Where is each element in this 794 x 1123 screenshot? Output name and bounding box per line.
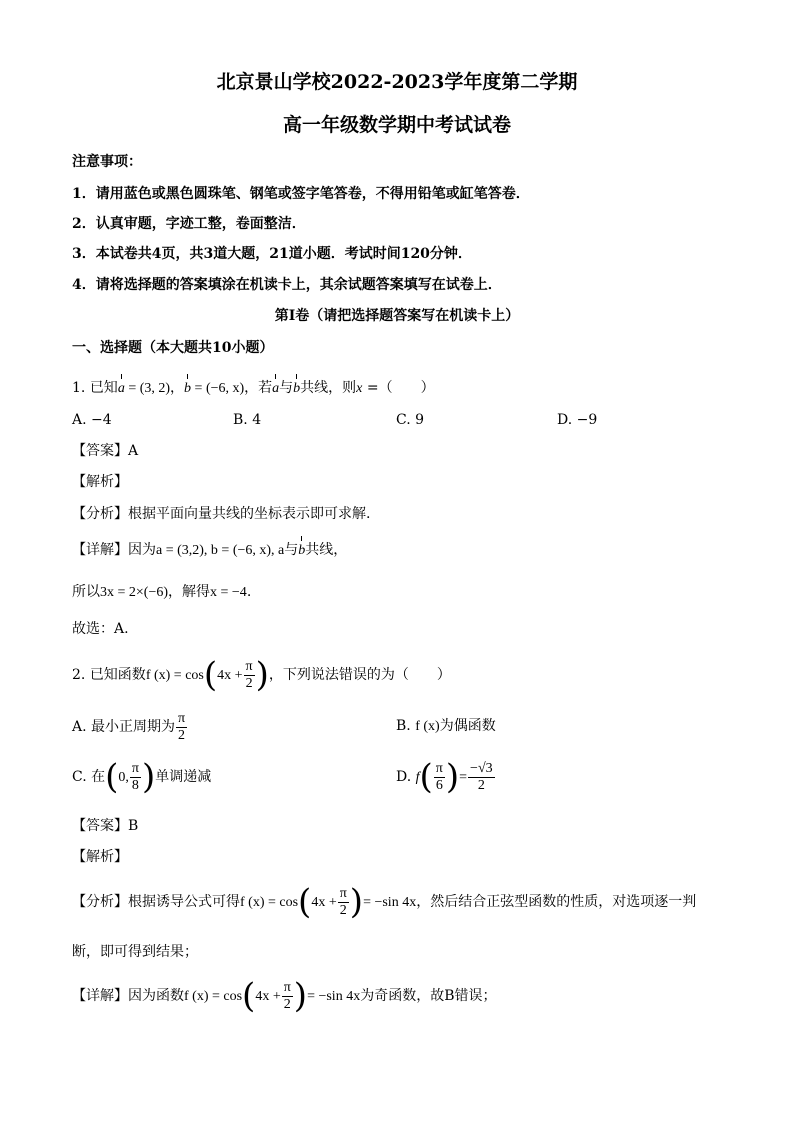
option-math: f (x) (415, 719, 440, 734)
question-number: 2. (72, 667, 86, 683)
vector-a: a (272, 379, 279, 399)
denominator: 2 (283, 996, 291, 1012)
question-text: 与 (279, 380, 294, 396)
notice-item-1: 1．请用蓝色或黑色圆珠笔、钢笔或签字笔答卷，不得用铅笔或缸笔答卷． (72, 186, 530, 202)
q1-answer: 【答案】A (72, 443, 139, 459)
right-paren: ) (141, 757, 156, 797)
function-def: f (x) = cos (145, 668, 204, 683)
fenxi-text: ，然后结合正弦型函数的性质，对选项逐一判 (416, 894, 697, 910)
q2-option-d (396, 757, 496, 797)
left-paren: ( (105, 757, 119, 797)
function-inner: 4x + (217, 668, 243, 683)
notice-item-4: 4．请将选择题的答案填涂在机读卡上，其余试题答案填写在试卷上． (72, 277, 502, 293)
equals-sign: = (459, 770, 468, 785)
q2-option-c (72, 757, 212, 797)
option-text: 为偶函数 (439, 718, 496, 734)
question-2-stem (72, 655, 451, 695)
xiangjie-tag: 【详解】因为 (72, 542, 156, 558)
q1-option-a: A. −4 (72, 412, 112, 428)
numerator: π (245, 658, 253, 674)
right-paren: ) (445, 757, 460, 797)
function-rhs: = −sin 4x (307, 989, 361, 1004)
part-heading: 第I卷（请把选择题答案写在机读卡上） (274, 308, 520, 324)
exam-title-line1: 北京景山学校2022-2023学年度第二学期 (216, 71, 578, 93)
question-text: =（ ） (362, 380, 435, 396)
q1-fenxi: 【分析】根据平面向量共线的坐标表示即可求解. (72, 506, 371, 522)
fraction-pi-over-2 (338, 886, 349, 919)
option-text: A. 最小正周期为 (72, 719, 176, 735)
q1-analysis-tag: 【解析】 (72, 474, 128, 490)
solution-text: ，解得 (168, 584, 211, 600)
denominator: 2 (178, 727, 186, 743)
q2-option-b (396, 716, 496, 737)
left-paren: ( (242, 976, 256, 1016)
fraction-neg-sqrt3-over-2 (468, 761, 495, 794)
section-heading: 一、选择题（本大题共10小题） (72, 340, 274, 356)
xiangjie-text: 共线， (305, 542, 348, 558)
question-text: ，若 (244, 380, 273, 396)
question-text: 已知函数 (89, 667, 146, 683)
fraction-pi-over-2 (282, 980, 293, 1013)
solution-result: x = −4 (210, 585, 247, 600)
q1-conclusion: 故选：A. (72, 621, 129, 637)
numerator: π (283, 979, 291, 995)
q2-analysis-tag: 【解析】 (72, 849, 128, 865)
q2-fenxi (72, 882, 697, 922)
q2-fenxi-cont: 断，即可得到结果； (72, 944, 198, 960)
fraction-pi-over-8 (130, 761, 141, 794)
vector-b: b (298, 541, 305, 561)
denominator: 8 (131, 777, 139, 793)
numerator: π (178, 710, 186, 726)
q1-option-b: B. 4 (233, 412, 262, 428)
fraction-pi-over-2 (244, 659, 255, 692)
solution-equation: 3x = 2×(−6) (100, 585, 169, 600)
q1-option-c: C. 9 (396, 412, 425, 428)
question-text: 共线，则 (300, 380, 357, 396)
q1-option-d: D. −9 (557, 412, 598, 428)
q2-answer: 【答案】B (72, 818, 139, 834)
separator: ， (170, 380, 185, 396)
q1-xiangjie (72, 540, 347, 561)
numerator: π (435, 760, 443, 776)
solution-text: 所以 (72, 584, 100, 600)
left-paren: ( (203, 655, 218, 695)
numerator: π (339, 885, 347, 901)
function-def: f (x) = cos (240, 895, 299, 910)
vector-b-value: = (−6, x) (191, 381, 245, 396)
function-def: f (x) = cos (184, 989, 243, 1004)
function-rhs: = −sin 4x (363, 895, 417, 910)
question-1-stem (72, 378, 435, 399)
right-paren: ) (293, 976, 308, 1016)
right-paren: ) (255, 655, 269, 695)
function-f: f (415, 770, 420, 785)
q2-xiangjie (72, 976, 497, 1016)
fraction-pi-over-6 (434, 761, 445, 794)
xiangjie-text: 为奇函数，故B错误； (360, 988, 497, 1004)
function-inner: 4x + (311, 895, 337, 910)
numerator: −√3 (470, 760, 493, 776)
notice-item-2: 2．认真审题，字迹工整，卷面整洁． (72, 216, 306, 232)
exam-title-line2: 高一年级数学期中考试试卷 (282, 114, 511, 136)
numerator: π (131, 760, 139, 776)
question-text: ，下列说法错误的为（ ） (268, 667, 451, 683)
left-paren: ( (298, 882, 312, 922)
q2-option-a (72, 710, 188, 744)
denominator: 2 (339, 902, 347, 918)
interval-start: 0, (118, 770, 129, 785)
denominator: 2 (245, 675, 253, 691)
vector-a: a (118, 379, 125, 399)
vector-a-value: = (3, 2) (124, 381, 171, 396)
variable-x: x (356, 381, 363, 396)
notice-heading: 注意事项： (72, 154, 142, 170)
fraction-pi-over-2 (176, 711, 187, 744)
question-number: 1. (72, 380, 86, 396)
left-paren: ( (419, 757, 433, 797)
vector-b: b (184, 379, 191, 399)
xiangjie-text: 与 (284, 542, 299, 558)
option-text: 单调递减 (155, 769, 212, 785)
option-label: B. (396, 718, 411, 734)
xiangjie-text: 【详解】因为函数 (72, 988, 184, 1004)
option-text: C. 在 (72, 769, 106, 785)
denominator: 2 (477, 777, 485, 793)
notice-item-3: 3．本试卷共4页，共3道大题，21道小题．考试时间120分钟． (72, 246, 472, 262)
q1-solution-line (72, 582, 251, 603)
fenxi-text: 【分析】根据诱导公式可得 (72, 894, 240, 910)
option-label: D. (396, 769, 412, 785)
function-inner: 4x + (255, 989, 281, 1004)
vector-b: b (293, 379, 300, 399)
xiangjie-math: a = (3,2), b = (−6, x), a (156, 543, 285, 558)
question-text: 已知 (89, 380, 118, 396)
right-paren: ) (349, 882, 364, 922)
solution-text: . (246, 584, 252, 600)
denominator: 6 (435, 777, 443, 793)
